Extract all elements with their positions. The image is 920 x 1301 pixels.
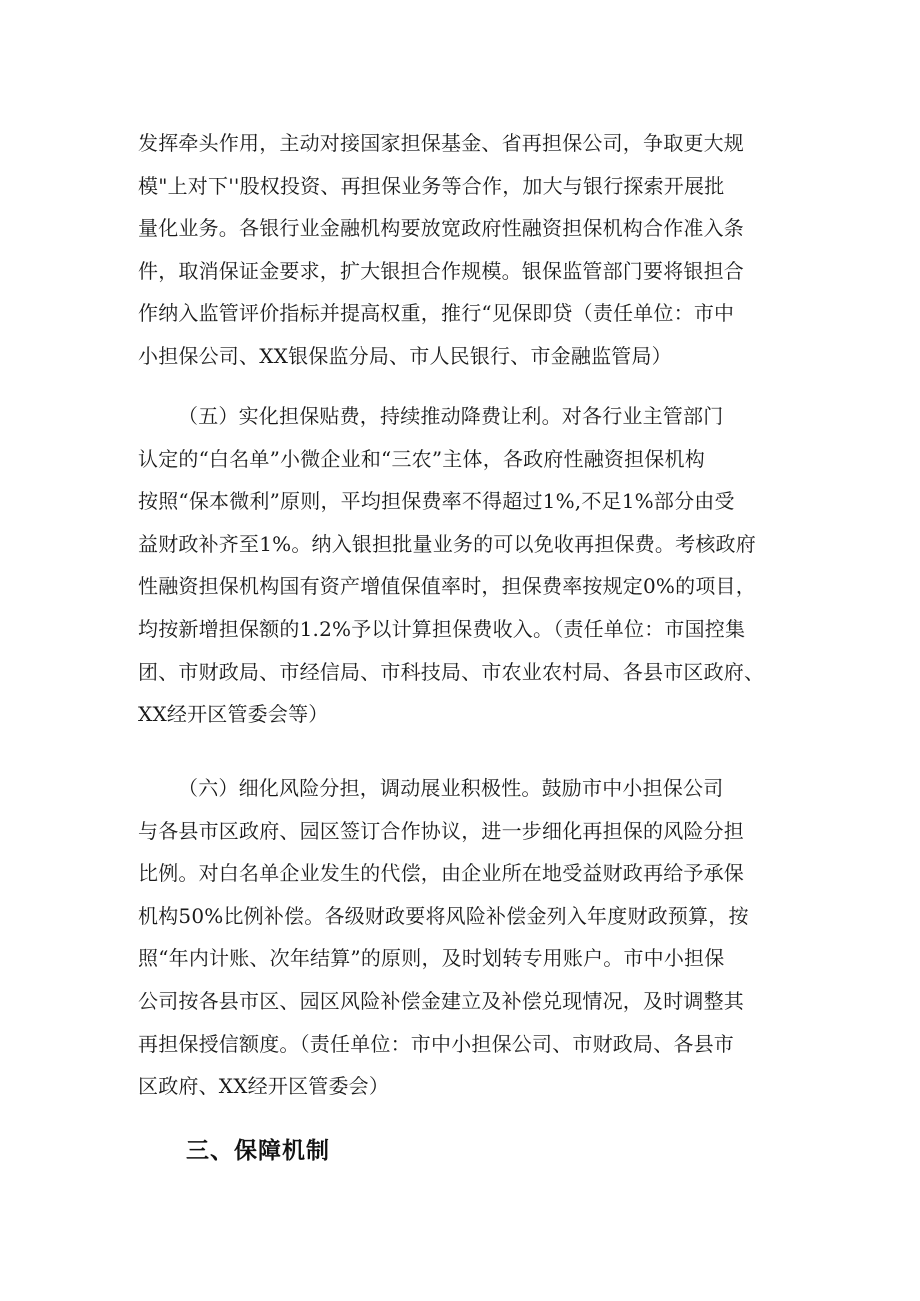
text-line: 量化业务。各银行业金融机构要放宽政府性融资担保机构合作准入条 [138, 216, 744, 241]
text-line: 比例。对白名单企业发生的代偿，由企业所在地受益财政再给予承保 [138, 861, 744, 886]
text-line: 区政府、XX经开区管委会） [138, 1074, 390, 1099]
text-line: （六）细化风险分担，调动展业积极性。鼓励市中小担保公司 [178, 776, 724, 800]
paragraph-guarantee-subsidy [138, 395, 790, 736]
text-line: 小担保公司、XX银保监分局、市人民银行、市金融监管局） [138, 343, 672, 368]
text-line: 件，取消保证金要求，扩大银担合作规模。银保监管部门要将银担合 [138, 258, 744, 283]
section-heading: 三、保障机制 [186, 1138, 330, 1164]
paragraph-risk-sharing [138, 767, 790, 1108]
text-line: 益财政补齐至1%。纳入银担批量业务的可以免收再担保费。考核政府 [138, 531, 756, 556]
text-line: 机构50%比例补偿。各级财政要将风险补偿金列入年度财政预算，按 [138, 903, 749, 928]
text-line: 作纳入监管评价指标并提高权重，推行“见保即贷（责任单位：市中 [138, 301, 735, 326]
text-line: 按照“保本微利”原则，平均担保费率不得超过1%,不足1%部分由受 [138, 489, 735, 514]
text-line: 发挥牵头作用，主动对接国家担保基金、省再担保公司，争取更大规 [138, 131, 744, 155]
paragraph-guarantee-cooperation [138, 122, 790, 378]
text-line: 与各县市区政府、园区签订合作协议，进一步细化再担保的风险分担 [138, 818, 744, 843]
text-line: 再担保授信额度。（责任单位：市中小担保公司、市财政局、各县市 [138, 1031, 734, 1056]
text-line: 性融资担保机构国有资产增值保值率时，担保费率按规定0%的项目， [138, 574, 756, 599]
text-line: XX经开区管委会等） [138, 702, 329, 727]
text-line: 模"上对下''股权投资、再担保业务等合作，加大与银行探索开展批 [138, 173, 725, 198]
text-line: 照“年内计账、次年结算”的原则，及时划转专用账户。市中小担保 [138, 946, 725, 971]
text-line: 认定的“白名单”小微企业和“三农”主体，各政府性融资担保机构 [138, 446, 705, 471]
text-line: 团、市财政局、市经信局、市科技局、市农业农村局、各县市区政府、 [138, 659, 765, 684]
text-line: 均按新增担保额的1.2%予以计算担保费收入。（责任单位：市国控集 [138, 616, 746, 641]
text-line: 公司按各县市区、园区风险补偿金建立及补偿兑现情况，及时调整其 [138, 988, 744, 1013]
text-line: （五）实化担保贴费，持续推动降费让利。对各行业主管部门 [178, 404, 724, 428]
